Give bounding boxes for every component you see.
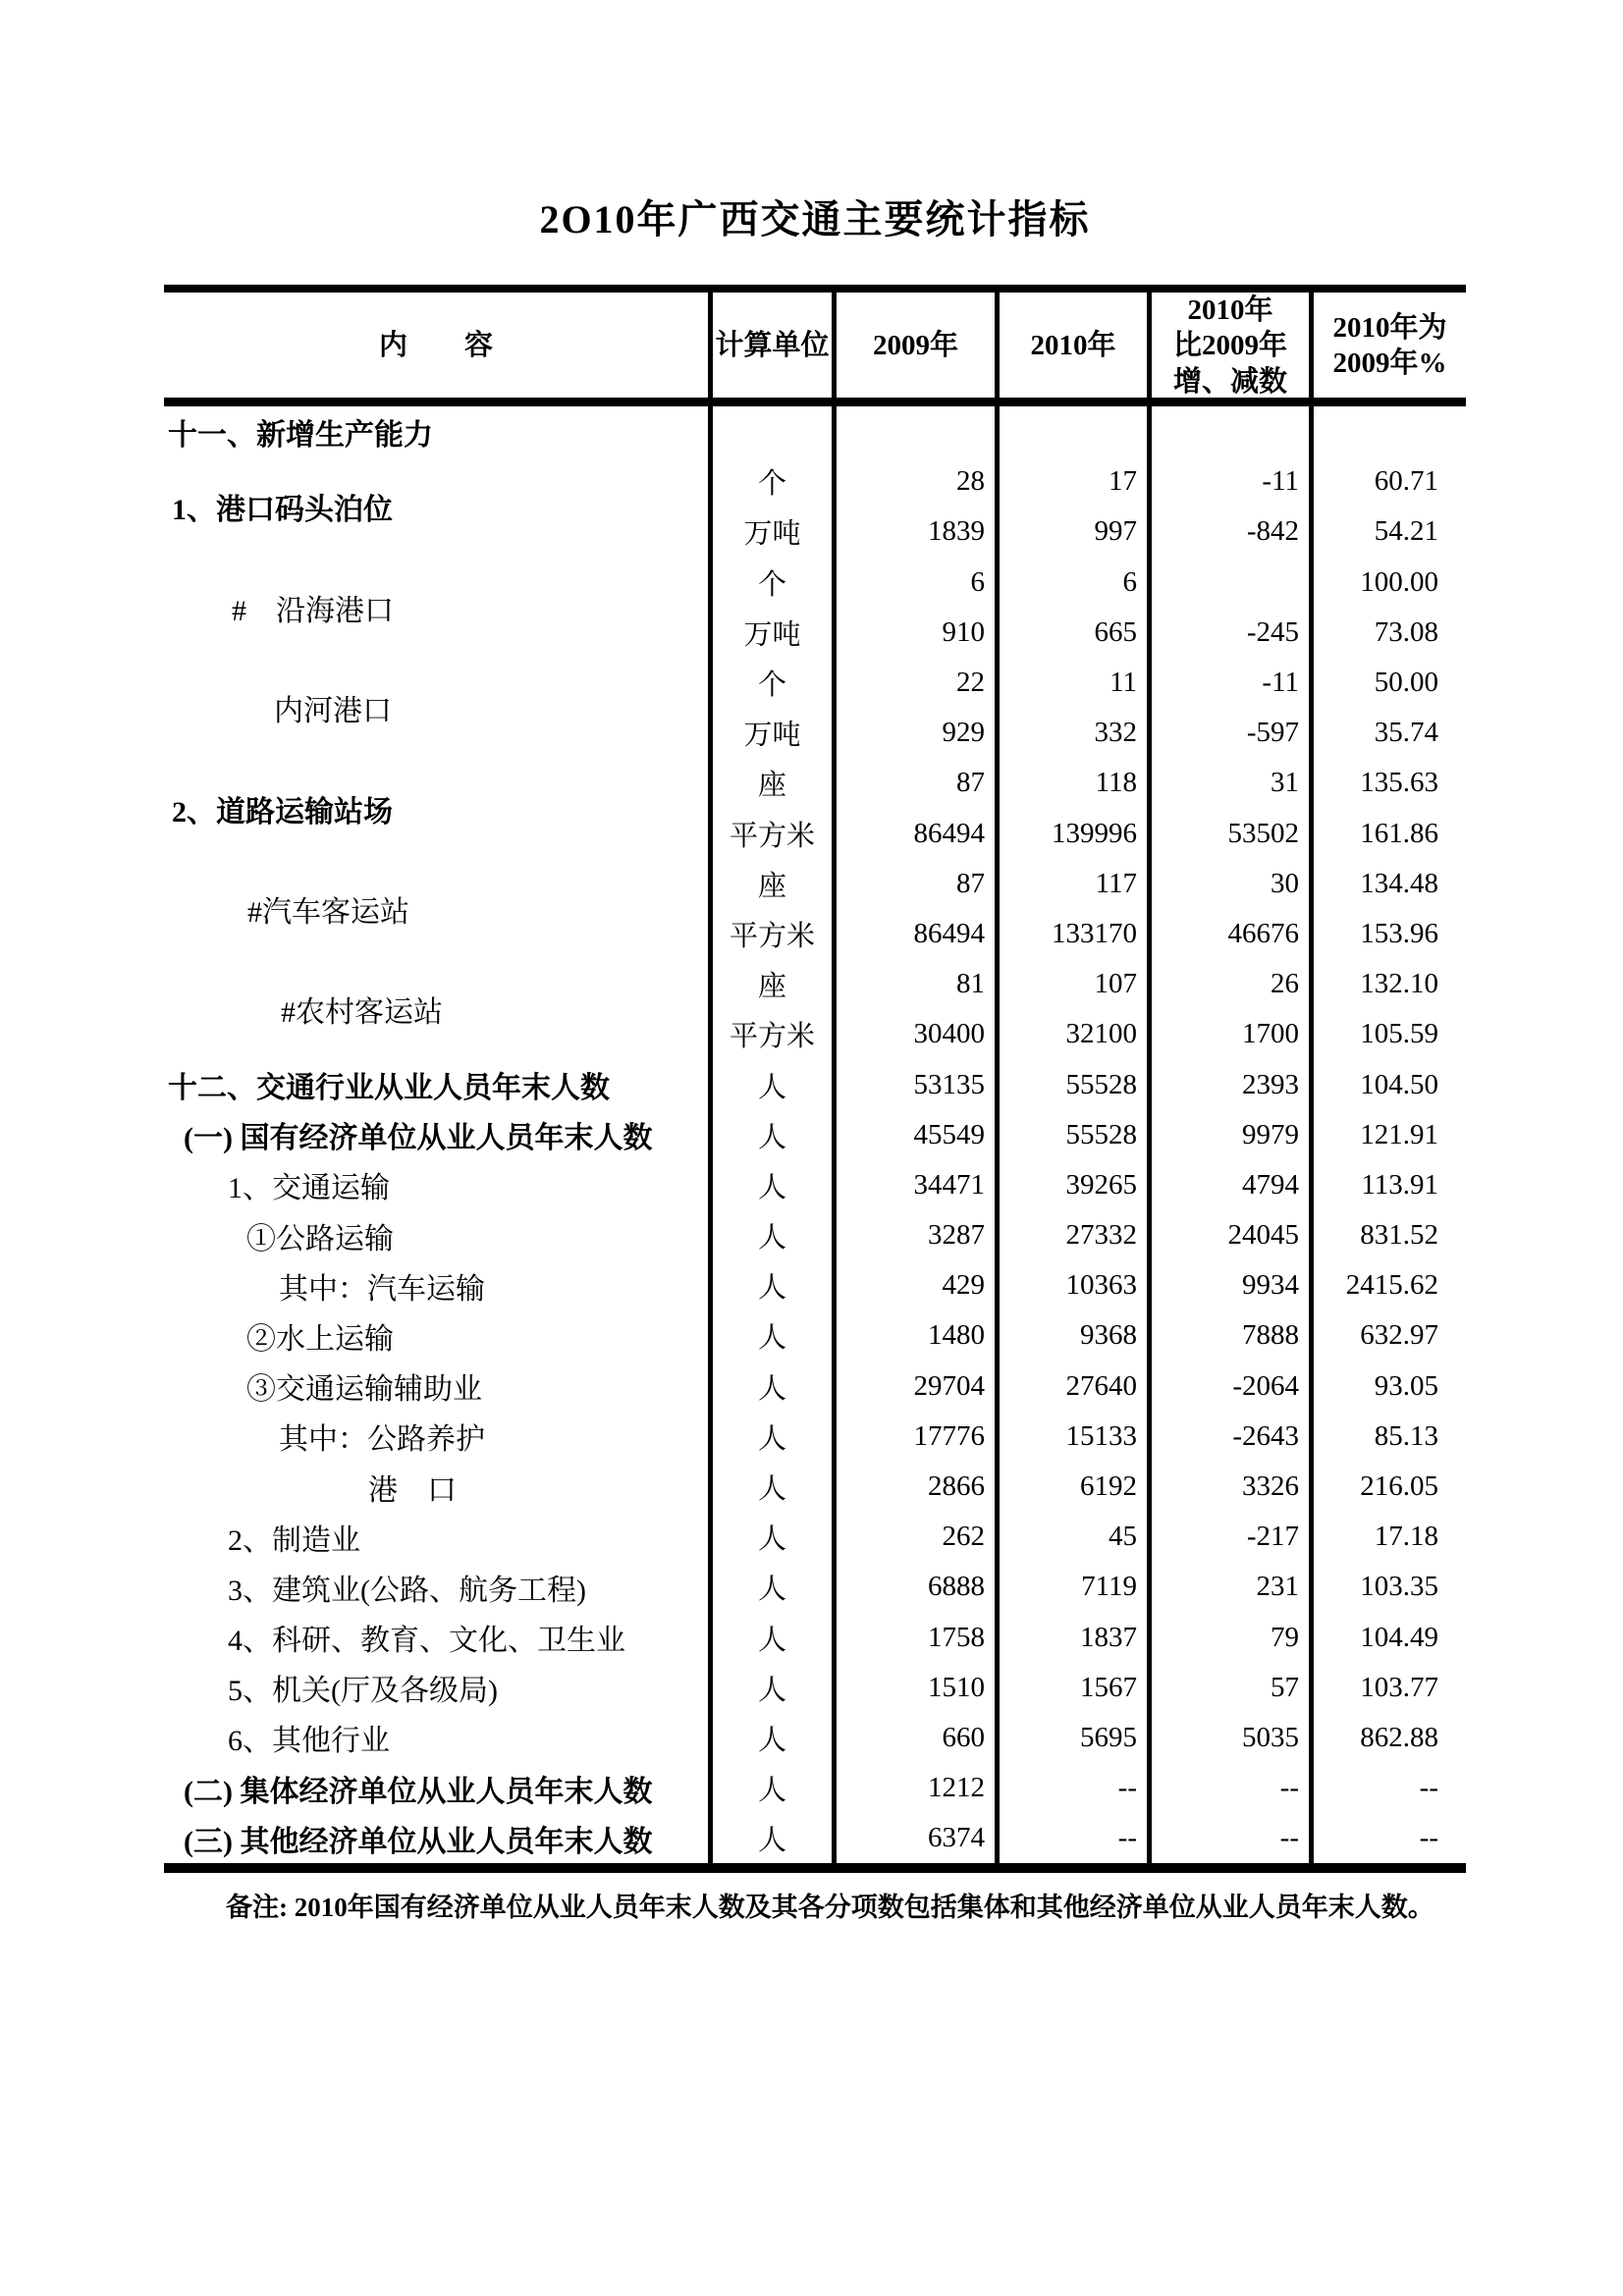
y2010-cell: 6192 [995, 1462, 1147, 1512]
y2009-cell: 6888 [832, 1562, 995, 1612]
y2009-cell [832, 406, 995, 456]
pct-cell: -- [1309, 1763, 1466, 1813]
y2010-cell: 27332 [995, 1210, 1147, 1260]
y2009-cell: 6 [832, 558, 995, 608]
diff-cell: 4794 [1147, 1160, 1309, 1210]
unit-cell: 座 [708, 859, 832, 909]
row-label: ②水上运输 [246, 1322, 394, 1356]
y2009-cell: 30400 [832, 1009, 995, 1059]
y2010-cell: -- [995, 1813, 1147, 1863]
y2010-cell: 665 [995, 608, 1147, 658]
unit-cell: 人 [708, 1110, 832, 1160]
y2009-cell: 22 [832, 658, 995, 708]
pct-cell: 862.88 [1309, 1713, 1466, 1763]
unit-cell: 人 [708, 1763, 832, 1813]
row-label: ①公路运输 [246, 1222, 394, 1255]
y2009-cell: 2866 [832, 1462, 995, 1512]
diff-cell: -2064 [1147, 1362, 1309, 1412]
diff-cell: 30 [1147, 859, 1309, 909]
pct-cell: 104.49 [1309, 1613, 1466, 1663]
y2010-cell: 15133 [995, 1412, 1147, 1462]
unit-cell: 万吨 [708, 507, 832, 557]
y2009-cell: 1480 [832, 1310, 995, 1361]
y2010-cell: 27640 [995, 1362, 1147, 1412]
pct-cell: 104.50 [1309, 1059, 1466, 1109]
row-label: 1、港口码头泊位 [172, 494, 393, 527]
row-label: 内河港口 [274, 695, 392, 728]
y2010-cell: 107 [995, 959, 1147, 1009]
unit-cell: 人 [708, 1160, 832, 1210]
y2009-cell: 81 [832, 959, 995, 1009]
unit-cell: 人 [708, 1260, 832, 1310]
diff-cell: 1700 [1147, 1009, 1309, 1059]
unit-cell: 人 [708, 1210, 832, 1260]
column-header: 内 容 [378, 330, 493, 362]
table-body [164, 406, 1466, 1873]
diff-cell: 9979 [1147, 1110, 1309, 1160]
y2009-cell: 910 [832, 608, 995, 658]
y2010-cell: 17 [995, 456, 1147, 507]
y2009-cell: 1839 [832, 507, 995, 557]
y2009-cell: 34471 [832, 1160, 995, 1210]
y2010-cell: 7119 [995, 1562, 1147, 1612]
pct-cell: 50.00 [1309, 658, 1466, 708]
row-label: 其中：公路养护 [279, 1423, 485, 1457]
unit-cell: 人 [708, 1512, 832, 1562]
unit-cell: 个 [708, 456, 832, 507]
row-label: ③交通运输辅助业 [246, 1373, 482, 1407]
pct-cell: 113.91 [1309, 1160, 1466, 1210]
row-label: 十二、交通行业从业人员年末人数 [168, 1072, 610, 1105]
pct-cell: 103.77 [1309, 1663, 1466, 1713]
y2009-cell: 87 [832, 859, 995, 909]
y2010-cell: 1567 [995, 1663, 1147, 1713]
pct-cell: 121.91 [1309, 1110, 1466, 1160]
unit-cell: 座 [708, 959, 832, 1009]
unit-cell: 人 [708, 1310, 832, 1361]
pct-cell: 60.71 [1309, 456, 1466, 507]
y2010-cell: 6 [995, 558, 1147, 608]
unit-cell: 人 [708, 1713, 832, 1763]
column-header: 2010年为 2009年% [1309, 293, 1466, 400]
pct-cell: -- [1309, 1813, 1466, 1863]
y2009-cell: 29704 [832, 1362, 995, 1412]
unit-cell: 人 [708, 1562, 832, 1612]
page-title: 2O10年广西交通主要统计指标 [539, 197, 1091, 241]
unit-cell: 人 [708, 1613, 832, 1663]
row-label: 3、建筑业(公路、航务工程) [228, 1574, 586, 1607]
pct-cell: 632.97 [1309, 1310, 1466, 1361]
y2010-cell: 997 [995, 507, 1147, 557]
diff-cell: 31 [1147, 758, 1309, 808]
y2010-cell: 139996 [995, 809, 1147, 859]
diff-cell: 231 [1147, 1562, 1309, 1612]
pct-cell: 17.18 [1309, 1512, 1466, 1562]
unit-cell: 平方米 [708, 909, 832, 959]
pct-cell: 93.05 [1309, 1362, 1466, 1412]
unit-cell: 人 [708, 1813, 832, 1863]
unit-cell: 平方米 [708, 1009, 832, 1059]
pct-cell [1309, 406, 1466, 456]
table-header [164, 285, 1466, 406]
y2010-cell: 1837 [995, 1613, 1147, 1663]
pct-cell: 2415.62 [1309, 1260, 1466, 1310]
row-label: #农村客运站 [281, 996, 443, 1030]
pct-cell: 216.05 [1309, 1462, 1466, 1512]
pct-cell: 35.74 [1309, 708, 1466, 758]
pct-cell: 831.52 [1309, 1210, 1466, 1260]
pct-cell: 54.21 [1309, 507, 1466, 557]
column-header: 2009年 [832, 293, 995, 400]
diff-cell: 57 [1147, 1663, 1309, 1713]
diff-cell: -597 [1147, 708, 1309, 758]
y2009-cell: 3287 [832, 1210, 995, 1260]
unit-cell: 人 [708, 1362, 832, 1412]
y2009-cell: 87 [832, 758, 995, 808]
row-label: 2、道路运输站场 [172, 795, 393, 828]
y2010-cell: 55528 [995, 1110, 1147, 1160]
row-label: #汽车客运站 [247, 895, 409, 929]
pct-cell: 161.86 [1309, 809, 1466, 859]
diff-cell: 2393 [1147, 1059, 1309, 1109]
diff-cell: -11 [1147, 658, 1309, 708]
y2009-cell: 660 [832, 1713, 995, 1763]
pct-cell: 134.48 [1309, 859, 1466, 909]
diff-cell: 24045 [1147, 1210, 1309, 1260]
diff-cell: 79 [1147, 1613, 1309, 1663]
y2010-cell: 11 [995, 658, 1147, 708]
y2009-cell: 429 [832, 1260, 995, 1310]
row-label: 6、其他行业 [228, 1725, 390, 1758]
pct-cell: 135.63 [1309, 758, 1466, 808]
row-label: 5、机关(厅及各级局) [228, 1675, 498, 1708]
unit-cell: 平方米 [708, 809, 832, 859]
row-label: (一) 国有经济单位从业人员年末人数 [184, 1122, 653, 1155]
unit-cell [708, 406, 832, 456]
column-header: 2010年 比2009年 增、减数 [1147, 293, 1309, 400]
unit-cell: 个 [708, 658, 832, 708]
unit-cell: 万吨 [708, 708, 832, 758]
y2010-cell [995, 406, 1147, 456]
row-label: 其中：汽车运输 [279, 1272, 485, 1306]
y2010-cell: 117 [995, 859, 1147, 909]
y2010-cell: 332 [995, 708, 1147, 758]
y2009-cell: 17776 [832, 1412, 995, 1462]
y2010-cell: 118 [995, 758, 1147, 808]
pct-cell: 85.13 [1309, 1412, 1466, 1462]
unit-cell: 人 [708, 1462, 832, 1512]
pct-cell: 100.00 [1309, 558, 1466, 608]
diff-cell: 5035 [1147, 1713, 1309, 1763]
unit-cell: 万吨 [708, 608, 832, 658]
y2009-cell: 86494 [832, 809, 995, 859]
y2010-cell: 5695 [995, 1713, 1147, 1763]
y2009-cell: 6374 [832, 1813, 995, 1863]
diff-cell: -11 [1147, 456, 1309, 507]
diff-cell: -2643 [1147, 1412, 1309, 1462]
pct-cell: 73.08 [1309, 608, 1466, 658]
row-label: 1、交通运输 [228, 1172, 390, 1205]
y2010-cell: 32100 [995, 1009, 1147, 1059]
y2010-cell: 55528 [995, 1059, 1147, 1109]
y2009-cell: 262 [832, 1512, 995, 1562]
unit-cell: 个 [708, 558, 832, 608]
diff-cell [1147, 406, 1309, 456]
pct-cell: 132.10 [1309, 959, 1466, 1009]
y2010-cell: 45 [995, 1512, 1147, 1562]
y2010-cell: 39265 [995, 1160, 1147, 1210]
footnote: 备注: 2010年国有经济单位从业人员年末人数及其各分项数包括集体和其他经济单位从业人员年末人数。 [226, 1893, 1434, 1922]
diff-cell [1147, 558, 1309, 608]
y2009-cell: 28 [832, 456, 995, 507]
y2010-cell: 10363 [995, 1260, 1147, 1310]
column-header: 计算单位 [708, 293, 832, 400]
y2009-cell: 53135 [832, 1059, 995, 1109]
y2010-cell: -- [995, 1763, 1147, 1813]
row-label: 港 口 [368, 1473, 457, 1507]
row-label: 4、科研、教育、文化、卫生业 [228, 1625, 625, 1658]
diff-cell: 9934 [1147, 1260, 1309, 1310]
diff-cell: 53502 [1147, 809, 1309, 859]
y2009-cell: 1212 [832, 1763, 995, 1813]
unit-cell: 座 [708, 758, 832, 808]
y2010-cell: 133170 [995, 909, 1147, 959]
y2009-cell: 1758 [832, 1613, 995, 1663]
pct-cell: 105.59 [1309, 1009, 1466, 1059]
diff-cell: 3326 [1147, 1462, 1309, 1512]
y2009-cell: 45549 [832, 1110, 995, 1160]
row-label: 2、制造业 [228, 1523, 360, 1557]
y2009-cell: 1510 [832, 1663, 995, 1713]
diff-cell: -- [1147, 1813, 1309, 1863]
diff-cell: -217 [1147, 1512, 1309, 1562]
column-header: 2010年 [995, 293, 1147, 400]
diff-cell: 7888 [1147, 1310, 1309, 1361]
diff-cell: -- [1147, 1763, 1309, 1813]
y2009-cell: 86494 [832, 909, 995, 959]
row-label: # 沿海港口 [232, 594, 394, 627]
pct-cell: 153.96 [1309, 909, 1466, 959]
stats-table [164, 285, 1466, 1873]
unit-cell: 人 [708, 1663, 832, 1713]
y2010-cell: 9368 [995, 1310, 1147, 1361]
y2009-cell: 929 [832, 708, 995, 758]
row-label: 十一、新增生产能力 [168, 418, 433, 452]
diff-cell: -245 [1147, 608, 1309, 658]
diff-cell: -842 [1147, 507, 1309, 557]
unit-cell: 人 [708, 1059, 832, 1109]
diff-cell: 26 [1147, 959, 1309, 1009]
row-label: (二) 集体经济单位从业人员年末人数 [184, 1775, 653, 1808]
pct-cell: 103.35 [1309, 1562, 1466, 1612]
unit-cell: 人 [708, 1412, 832, 1462]
row-label: (三) 其他经济单位从业人员年末人数 [184, 1825, 653, 1858]
diff-cell: 46676 [1147, 909, 1309, 959]
